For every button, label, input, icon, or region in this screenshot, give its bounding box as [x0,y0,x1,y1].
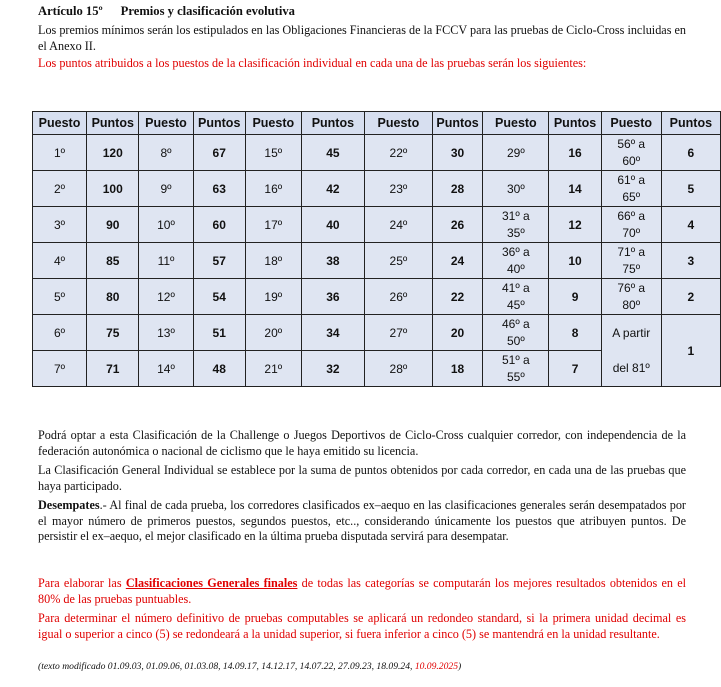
tiebreak-label: Desempates [38,498,100,512]
position-cell: 21º [245,351,301,387]
position-range-cell [483,315,549,351]
final-pre: Para elaborar las [38,576,126,590]
points-cell: 85 [87,243,139,279]
position-cell: 22º [365,135,433,171]
range-end: 65º [622,189,641,204]
points-cell: 60 [193,207,245,243]
final-bold: Clasificaciones Generales finales [125,576,298,590]
col-header: Puntos [549,112,601,135]
range-start: 31º a [501,208,530,223]
points-cell: 26 [432,207,483,243]
position-range-cell [483,279,549,315]
range-end: 50º [507,333,525,348]
points-cell: 38 [301,243,364,279]
col-header: Puesto [33,112,87,135]
position-cell: 27º [365,315,433,351]
paragraph-general-classification: La Clasificación General Individual se establece por la suma de puntos obtenidos por cada corredor, en cada una de las pruebas que haya participado. [38,463,686,493]
position-cell: 4º [33,243,87,279]
points-cell: 54 [193,279,245,315]
range-end: 45º [507,297,525,312]
range-end: 70º [622,225,641,240]
points-cell: 90 [87,207,139,243]
col-header: Puntos [661,112,720,135]
position-cell: 8º [139,135,193,171]
position-range-cell [601,207,661,243]
range-start: 46º a [501,316,530,331]
position-cell: 28º [365,351,433,387]
position-cell: 24º [365,207,433,243]
col-header: Puesto [139,112,193,135]
points-cell: 71 [87,351,139,387]
position-from-81-cell [601,315,661,387]
points-cell: 100 [87,171,139,207]
article-heading [38,4,686,20]
range-end: 35º [507,225,525,240]
paragraph-rounding: Para determinar el número definitivo de pruebas computables se aplicará un redondeo standard, si la primera unidad decimal es igual o superior a cinco (5) se redondeará a la unidad superior, si fuera inferior a cinco (5) se mantendrá en la unidad resultante. [38,611,686,641]
paragraph-eligibility: Podrá optar a esta Clasificación de la Challenge o Juegos Deportivos de Ciclo-Cross cualquier corredor, con independencia de la federación autonómica o nacional de ciclismo que le haya emitido su licencia. [38,428,686,458]
tiebreak-text: .- Al final de cada prueba, los corredores clasificados ex–aequo en las clasificaciones generales serán desempatados por el mayor número de primeros puestos, segundos puestos, etc.., considerando únicamente los puestos que atribuyen puntos. De persistir el ex–aequo, el mejor clasificado en la última prueba disputada servirá para desempatar. [38,498,686,543]
from-label-end: del 81º [612,360,650,375]
position-cell: 10º [139,207,193,243]
points-cell: 57 [193,243,245,279]
points-cell: 3 [661,243,720,279]
position-range-cell [601,279,661,315]
points-cell: 28 [432,171,483,207]
article-number: Artículo 15º [38,4,103,18]
table-row [33,315,721,351]
position-cell: 9º [139,171,193,207]
table-row [33,243,721,279]
position-cell: 26º [365,279,433,315]
intro-paragraph: Los premios mínimos serán los estipulados en las Obligaciones Financieras de la FCCV para las pruebas de Ciclo-Cross incluidas en el Anexo II. [38,23,686,53]
points-cell: 6 [661,135,720,171]
position-cell: 25º [365,243,433,279]
table-row [33,207,721,243]
note-text: (texto modificado 01.09.03, 01.09.06, 01.03.08, 14.09.17, 14.12.17, 14.07.22, 27.09.23, 18.09.24, [38,661,415,672]
table-header-row [33,112,721,135]
points-cell: 20 [432,315,483,351]
points-table [32,111,721,387]
points-cell: 24 [432,243,483,279]
position-range-cell [601,135,661,171]
range-start: 51º a [501,352,530,367]
points-cell: 42 [301,171,364,207]
modification-note [38,659,686,675]
position-cell: 6º [33,315,87,351]
points-intro: Los puntos atribuidos a los puestos de la clasificación individual en cada una de las pruebas serán los siguientes: [38,56,587,70]
points-cell: 120 [87,135,139,171]
note-date-red: 10.09.2025 [414,661,458,672]
position-cell: 20º [245,315,301,351]
position-cell: 18º [245,243,301,279]
paragraph-tiebreak [38,498,686,545]
position-cell: 1º [33,135,87,171]
col-header: Puntos [87,112,139,135]
range-end: 80º [622,297,641,312]
position-range-cell [483,351,549,387]
position-cell: 2º [33,171,87,207]
final-post: de todas las categorías se computarán los mejores resultados obtenidos en el 80% de las pruebas puntuables. [38,576,686,606]
position-cell: 12º [139,279,193,315]
range-end: 40º [507,261,525,276]
col-header: Puesto [601,112,661,135]
points-cell: 75 [87,315,139,351]
points-cell: 45 [301,135,364,171]
table-row [33,135,721,171]
position-cell: 14º [139,351,193,387]
points-cell: 16 [549,135,601,171]
position-cell: 29º [483,135,549,171]
paragraph-final-classifications [38,576,686,607]
position-range-cell [483,243,549,279]
points-cell: 22 [432,279,483,315]
range-end: 75º [622,261,641,276]
position-range-cell [601,243,661,279]
position-cell: 30º [483,171,549,207]
range-start: 66º a [617,208,646,223]
range-start: 36º a [501,244,530,259]
points-cell: 51 [193,315,245,351]
points-cell: 36 [301,279,364,315]
range-start: 56º a [617,136,646,151]
position-cell: 7º [33,351,87,387]
col-header: Puesto [245,112,301,135]
col-header: Puntos [432,112,483,135]
position-cell: 17º [245,207,301,243]
position-cell: 13º [139,315,193,351]
position-cell: 16º [245,171,301,207]
position-cell: 23º [365,171,433,207]
position-range-cell [601,171,661,207]
points-cell: 4 [661,207,720,243]
points-cell: 80 [87,279,139,315]
points-cell: 67 [193,135,245,171]
points-cell: 14 [549,171,601,207]
points-cell: 32 [301,351,364,387]
position-cell: 11º [139,243,193,279]
col-header: Puntos [301,112,364,135]
points-cell: 34 [301,315,364,351]
range-start: 76º a [617,280,646,295]
range-start: 71º a [617,244,646,259]
range-start: 41º a [501,280,530,295]
note-end: ) [457,661,462,672]
range-start: 61º a [617,172,646,187]
points-cell: 12 [549,207,601,243]
points-cell: 48 [193,351,245,387]
points-cell: 30 [432,135,483,171]
range-end: 55º [507,369,525,384]
range-end: 60º [622,153,641,168]
points-cell: 63 [193,171,245,207]
points-cell: 2 [661,279,720,315]
table-row [33,171,721,207]
points-cell: 7 [549,351,601,387]
table-row [33,279,721,315]
col-header: Puesto [483,112,549,135]
points-cell: 5 [661,171,720,207]
from-label: A partir [612,325,651,340]
points-cell: 40 [301,207,364,243]
position-cell: 19º [245,279,301,315]
points-cell: 1 [661,315,720,387]
points-cell: 10 [549,243,601,279]
position-cell: 15º [245,135,301,171]
position-cell: 5º [33,279,87,315]
article-title: Premios y clasificación evolutiva [120,4,295,18]
col-header: Puntos [193,112,245,135]
points-cell: 18 [432,351,483,387]
col-header: Puesto [365,112,433,135]
points-cell: 9 [549,279,601,315]
points-cell: 8 [549,315,601,351]
position-cell: 3º [33,207,87,243]
position-range-cell [483,207,549,243]
